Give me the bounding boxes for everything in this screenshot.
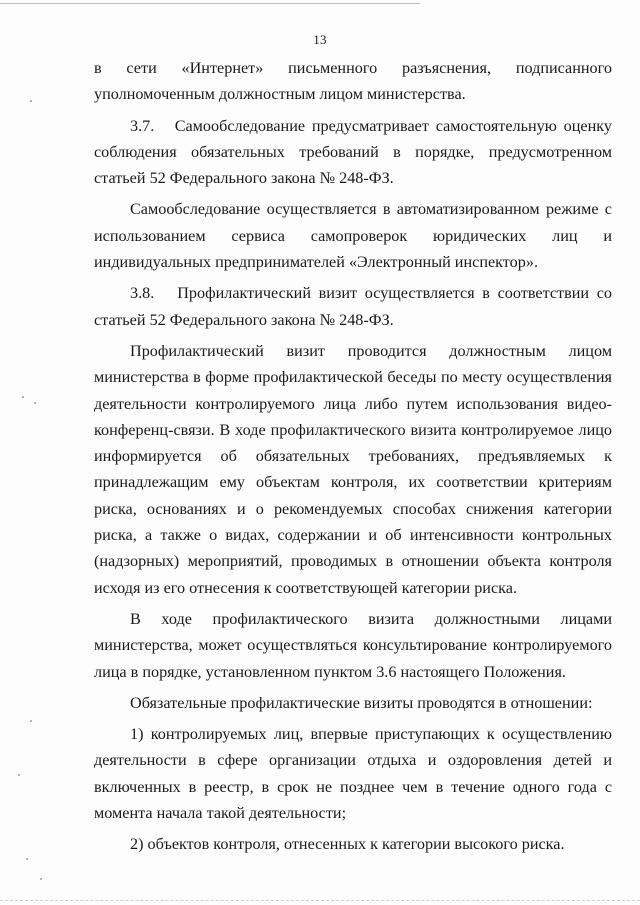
scan-speck <box>22 396 24 398</box>
document-body <box>94 55 612 858</box>
top-edge-line <box>0 3 420 4</box>
page-number: 13 <box>313 32 327 47</box>
scan-speck <box>34 402 36 404</box>
scan-speck <box>30 100 32 102</box>
scan-speck <box>26 858 28 860</box>
bottom-edge-line <box>0 900 640 901</box>
paragraph-3-7: 3.7. Самообследование предусматривает самостоятельную оценку соблюдения обязательных требований в порядке, предусмотренном статьей 52 Федерального закона № 248-ФЗ. <box>94 116 612 188</box>
scan-speck <box>40 878 42 880</box>
paragraph-mandatory-visits: Обязательные профилактические визиты проводятся в отношении: <box>130 693 593 712</box>
list-item-2: 2) объектов контроля, отнесенных к категории высокого риска. <box>130 835 565 854</box>
paragraph-consultation: В ходе профилактического визита должностными лицами министерства, может осуществляться консультирование контролируемого лица в порядке, установленном пунктом 3.6 настоящего Положения. <box>94 609 612 681</box>
paragraph-continuation: в сети «Интернет» письменного разъяснения, подписанного уполномоченным должностным лицом министерства. <box>94 59 612 104</box>
paragraph-visit-description: Профилактический визит проводится должностным лицом министерства в форме профилактической беседы по месту осуществления деятельности контролируемого лица либо путем использования видео-конференц-связи. В ходе профилактического визита контролируемое лицо информируется об обязательных требованиях, предъявляемых к принадлежащим ему объектам контроля, их соответствии критериям риска, основаниях и о рекомендуемых способах снижения категории риска, а также о видах, содержании и об интенсивности контрольных (надзорных) мероприятий, проводимых в отношении объекта контроля исходя из его отнесения к соответствующей категории риска. <box>94 341 612 597</box>
list-item-1: 1) контролируемых лиц, впервые приступающих к осуществлению деятельности в сфере организации отдыха и оздоровления детей и включенных в реестр, в срок не позднее чем в течение одного года с момента начала такой деятельности; <box>94 725 612 823</box>
paragraph-self-assessment: Самообследование осуществляется в автоматизированном режиме с использованием сервиса самопроверок юридических лиц и индивидуальных предпринимателей «Электронный инспектор». <box>94 200 612 272</box>
scan-speck <box>30 720 32 722</box>
scan-speck <box>18 774 20 776</box>
paragraph-3-8: 3.8. Профилактический визит осуществляется в соответствии со статьей 52 Федерального закона № 248-ФЗ. <box>94 284 612 329</box>
